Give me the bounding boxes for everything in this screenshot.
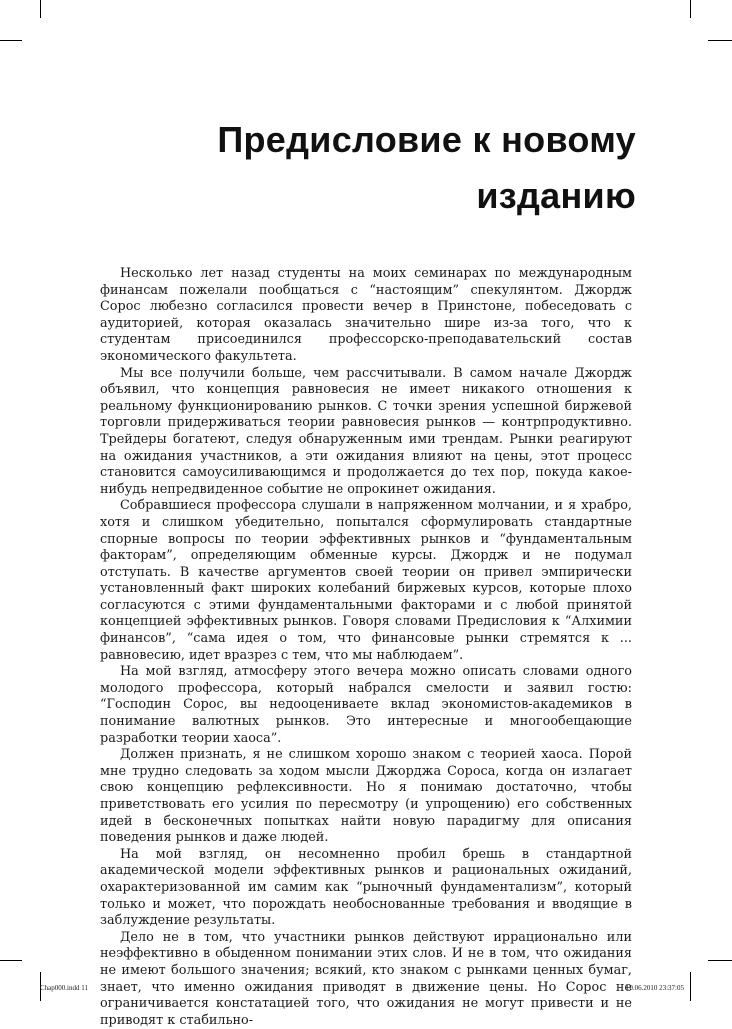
paragraph: На мой взгляд, атмосферу этого вечера можно описать словами одного молодого профессора, который набрался смелости и заявил гостю: “Господин Сорос, вы недооцениваете вклад экономистов-академиков в понимание валютных рынков. Это интересные и многообещающие разработки теории хаоса”. <box>100 664 632 746</box>
slug-timestamp: 10.06.2010 23:37:05 <box>625 984 684 992</box>
paragraph: Должен признать, я не слишком хорошо знаком с теорией хаоса. Порой мне трудно следовать за ходом мысли Джорджа Сороса, когда он излагает свою концепцию рефлексивности. Но я понимаю достаточно, чтобы приветствовать его усилия по пересмотру (и упрощению) его собственных идей в бесконечных попытках найти новую парадигму для описания поведения рынков и даже людей. <box>100 747 632 846</box>
body-text <box>100 266 632 1029</box>
paragraph: Собравшиеся профессора слушали в напряженном молчании, и я храбро, хотя и слишком убедительно, попытался сформулировать стандартные спорные вопросы по теории эффективных рынков и “фундаментальным факторам”, определяющим обменные курсы. Джордж и не подумал отступать. В качестве аргументов своей теории он привел эмпирически установленный факт широких колебаний биржевых курсов, которые плохо согласуются с этими фундаментальными факторами и с любой принятой концепцией эффективных рынков. Говоря словами Предисловия к “Алхимии финансов”, “сама идея о том, что финансовые рынки стремятся к ... равновесию, идет вразрез с тем, что мы наблюдаем”. <box>100 498 632 663</box>
chapter-title <box>116 112 636 224</box>
crop-mark-top-right <box>690 0 691 18</box>
crop-mark-right-upper <box>708 40 732 41</box>
crop-mark-bottom-right <box>690 972 691 1001</box>
paragraph: На мой взгляд, он несомненно пробил брешь в стандартной академической модели эффективных рынков и рациональных ожиданий, охарактеризованной им самим как “рыночный фундаментализм”, который только и может, что порождать необоснованные требования и вводящие в заблуждение результаты. <box>100 846 632 929</box>
crop-mark-right-lower <box>708 960 732 961</box>
crop-mark-left-upper <box>0 40 22 41</box>
crop-mark-top-left <box>40 0 41 18</box>
paragraph: Мы все получили больше, чем рассчитывали. В самом начале Джордж объявил, что концепция равновесия не имеет никакого отношения к реальному функционированию рынков. С точки зрения успешной биржевой торговли придерживаться теории равновесия рынков — контрпродуктивно. Трейдеры богатеют, следуя обнаруженным ими трендам. Рынки реагируют на ожидания участников, а эти ожидания влияют на цены, этот процесс становится самоусиливающимся и продолжается до тех пор, покуда какое-нибудь непредвиденное событие не опрокинет ожидания. <box>100 365 632 497</box>
crop-mark-left-lower <box>0 960 22 961</box>
paragraph: Дело не в том, что участники рынков действуют иррационально или неэффективно в обыденном понимании этих слов. И не в том, что ожидания не имеют большого значения; всякий, кто знаком с рынками ценных бумаг, знает, что именно ожидания приводят в движение цены. Но Сорос не ограничивается констатацией того, что ожидания не могут привести и не приводят к стабильно- <box>100 929 632 1028</box>
slug-file-info: Chap000.indd 11 <box>40 984 88 992</box>
chapter-title-line-2: изданию <box>476 175 636 216</box>
chapter-title-line-1: Предисловие к новому <box>217 119 636 160</box>
paragraph: Несколько лет назад студенты на моих семинарах по международным финансам пожелали пообщаться с “настоящим” спекулянтом. Джордж Сорос любезно согласился провести вечер в Принстоне, побеседовать с аудиторией, которая оказалась значительно шире из-за того, что к студентам присоединился профессорско-преподавательский состав экономического факультета. <box>100 266 632 364</box>
